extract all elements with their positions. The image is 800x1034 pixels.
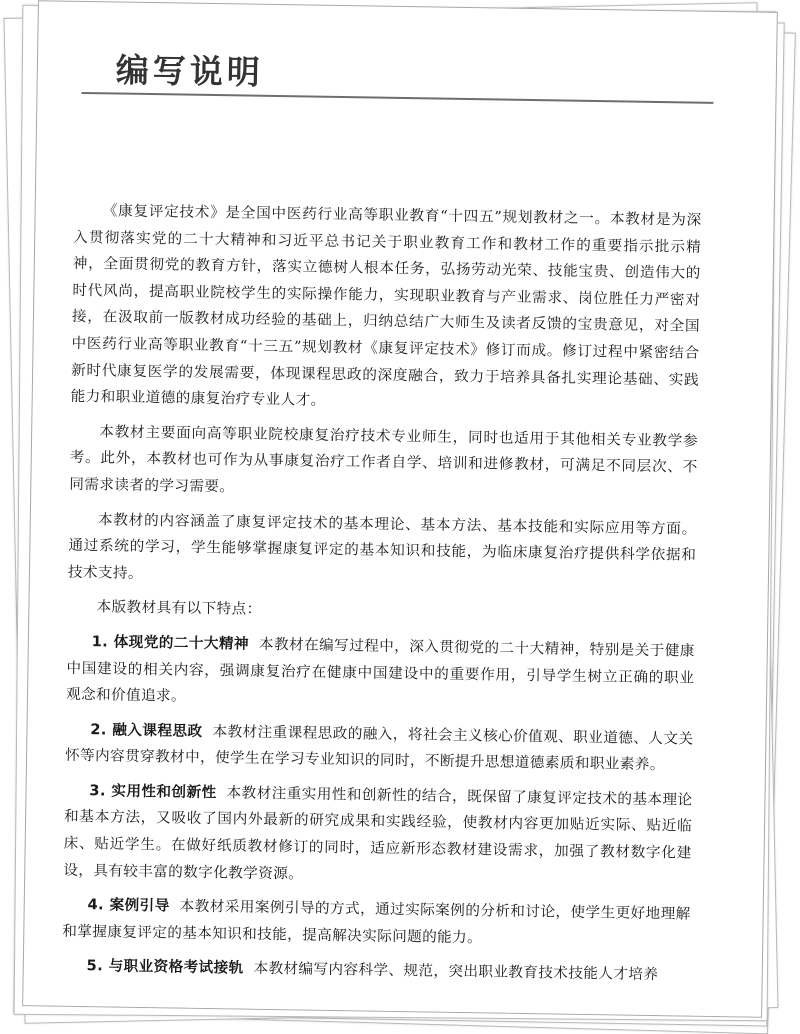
feature-text: 本教材采用案例引导的方式，通过实际案例的分析和讨论，使学生更好地理解和掌握康复评定的基本知识和技能，提高解决实际问题的能力。 bbox=[62, 897, 691, 947]
intro-paragraph: 《康复评定技术》是全国中医药行业高等职业教育“十四五”规划教材之一。本教材是为深入贯彻落实党的二十大精神和习近平总书记关于职业教育工作和教材工作的重要指示批示精神，全面贯彻党的教育方针，落实立德树人根本任务，弘扬劳动光荣、技能宝贵、创造伟大的时代风尚，提高职业院校学生的实际操作能力，实现职业教育与产业需求、岗位胜任力严密对接，在汲取前一版教材成功经验的基础上，归纳总结广大师生及读者反馈的宝贵意见，对全国中医药行业高等职业教育“十三五”规划教材《康复评定技术》修订而成。修订过程中紧密结合新时代康复医学的发展需要，体现课程思政的深度融合，致力于培养具备扎实理论基础、实践能力和职业道德的康复治疗专业人才。 bbox=[70, 202, 702, 409]
feature-title: 4. 案例引导 bbox=[87, 896, 170, 915]
document-page bbox=[22, 0, 778, 1017]
feature-item bbox=[63, 778, 693, 894]
feature-text: 本教材注重课程思政的融入，将社会主义核心价值观、职业道德、人文关怀等内容贯穿教材中，使学生在学习专业知识的同时，不断提升思想道德素质和职业素养。 bbox=[64, 722, 694, 774]
feature-item bbox=[65, 716, 694, 779]
page-title: 编写说明 bbox=[115, 50, 265, 92]
audience-paragraph: 本教材主要面向高等职业院校康复治疗技术专业师生，同时也适用于其他相关专业教学参考。此外，本教材也可作为从事康复治疗工作者自学、培训和进修教材，可满足不同层次、不同需求读者的学习需要。 bbox=[69, 423, 699, 496]
feature-text: 本教材在编写过程中，深入贯彻党的二十大精神，特别是关于健康中国建设的相关内容，强调康复治疗在健康中国建设中的重要作用，引导学生树立正确的职业观念和价值追求。 bbox=[65, 635, 695, 705]
features-intro: 本版教材具有以下特点： bbox=[96, 598, 262, 619]
title-underline bbox=[81, 92, 713, 104]
feature-title: 1. 体现党的二十大精神 bbox=[91, 633, 250, 653]
feature-text: 本教材注重实用性和创新性的结合，既保留了康复评定技术的基本理论和基本方法，又吸收了国内外最新的研究成果和实践经验，使教材内容更加贴近实际、贴近临床、贴近学生。在做好纸质教材修订的同时，适应新形态教材建设需求，加强了教材数字化建设，具有较丰富的数字化教学资源。 bbox=[63, 784, 693, 883]
feature-title: 2. 融入课程思政 bbox=[90, 720, 203, 740]
document-body bbox=[62, 198, 702, 990]
feature-item bbox=[66, 629, 695, 719]
feature-title: 5. 与职业资格考试接轨 bbox=[86, 957, 244, 978]
feature-text: 本教材编写内容科学、规范，突出职业教育技术技能人才培养 bbox=[253, 960, 659, 984]
feature-title: 3. 实用性和创新性 bbox=[89, 782, 217, 802]
content-paragraph: 本教材的内容涵盖了康复评定技术的基本理论、基本方法、基本技能和实际应用等方面。通过系统的学习，学生能够掌握康复评定的基本知识和技能，为临床康复治疗提供科学依据和技术支持。 bbox=[67, 510, 697, 582]
feature-item bbox=[62, 892, 691, 955]
